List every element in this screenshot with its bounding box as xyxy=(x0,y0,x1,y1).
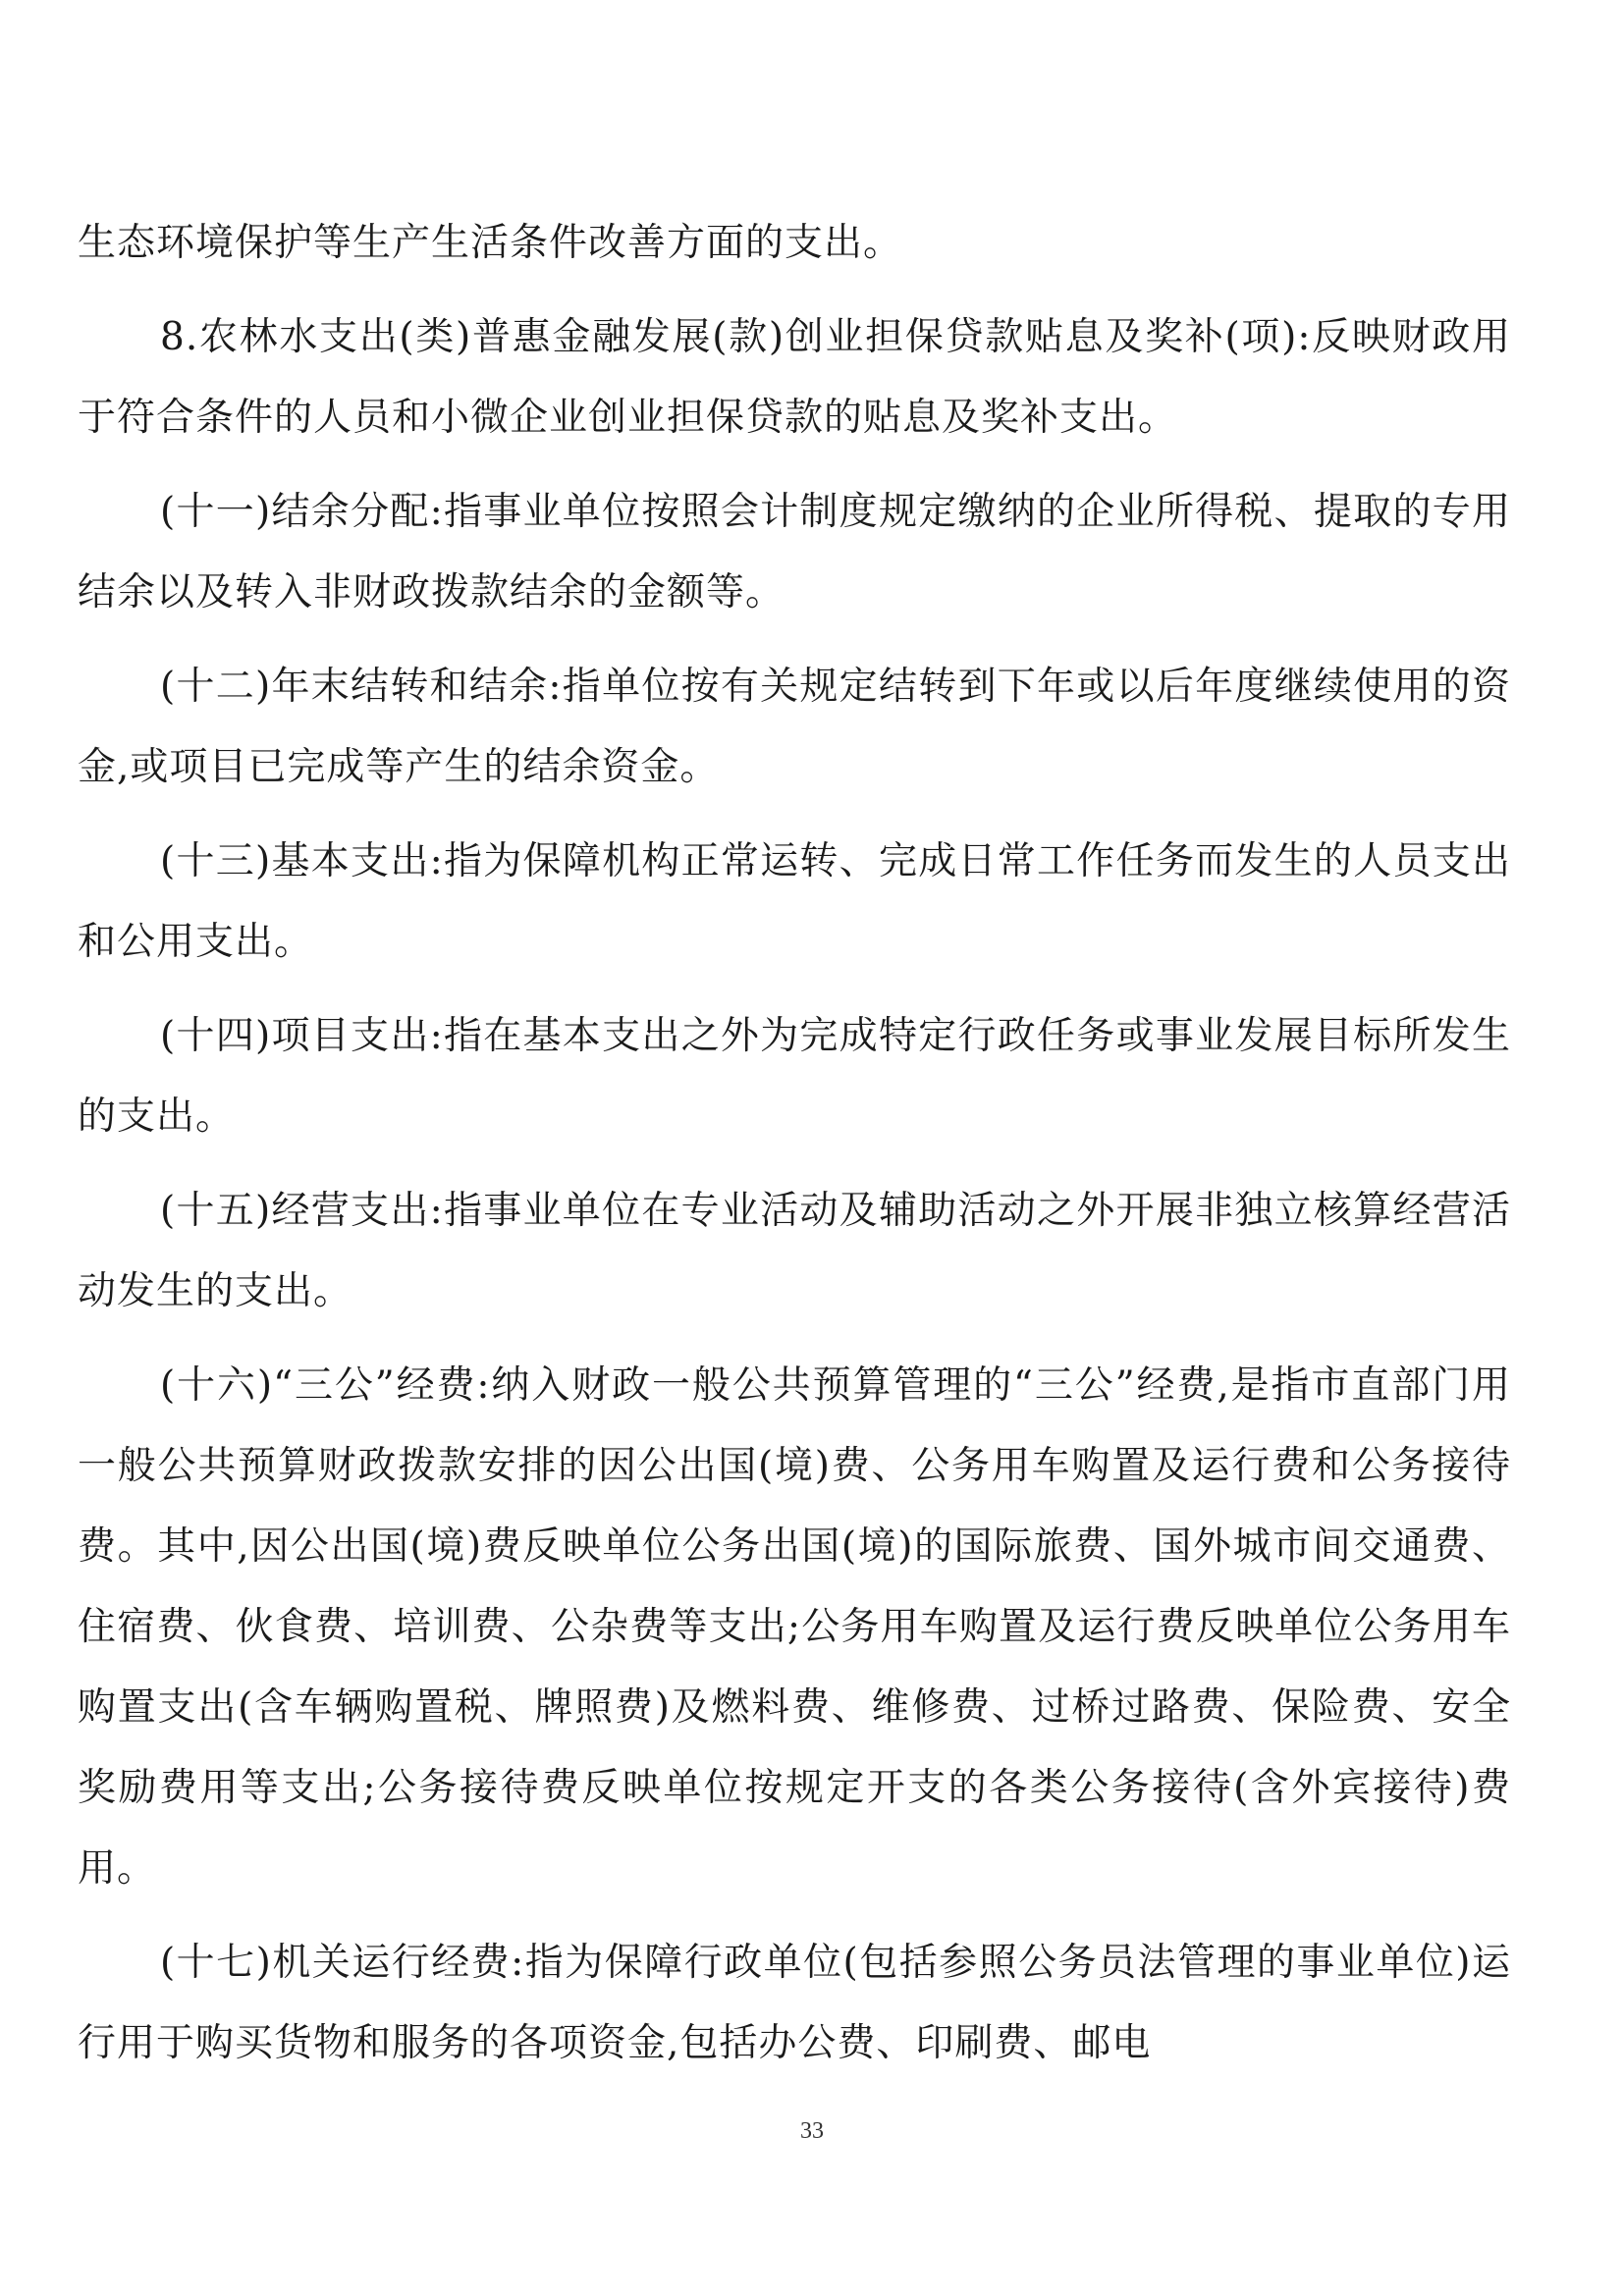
paragraph-section-14: (十四)项目支出:指在基本支出之外为完成特定行政任务或事业发展目标所发生的支出。 xyxy=(78,1014,1511,1139)
paragraph-continuation: 生态环境保护等生产生活条件改善方面的支出。 xyxy=(78,221,903,265)
document-body xyxy=(78,203,1511,2098)
paragraph-section-16: (十六)“三公”经费:纳入财政一般公共预算管理的“三公”经费,是指市直部门用一般公共预算财政拨款安排的因公出国(境)费、公务用车购置及运行费和公务接待费。其中,因公出国(境)费反映单位公务出国(境)的国际旅费、国外城市间交通费、住宿费、伙食费、培训费、公杂费等支出;公务用车购置及运行费反映单位公务用车购置支出(含车辆购置税、牌照费)及燃料费、维修费、过桥过路费、保险费、安全奖励费用等支出;公务接待费反映单位按规定开支的各类公务接待(含外宾接待)费用。 xyxy=(78,1363,1511,1891)
paragraph-section-13: (十三)基本支出:指为保障机构正常运转、完成日常工作任务而发生的人员支出和公用支出。 xyxy=(78,839,1511,964)
paragraph-section-15: (十五)经营支出:指事业单位在专业活动及辅助活动之外开展非独立核算经营活动发生的支出。 xyxy=(78,1189,1511,1313)
paragraph-section-17: (十七)机关运行经费:指为保障行政单位(包括参照公务员法管理的事业单位)运行用于购买货物和服务的各项资金,包括办公费、印刷费、邮电 xyxy=(78,1941,1511,2065)
paragraph-section-12: (十二)年末结转和结余:指单位按有关规定结转到下年或以后年度继续使用的资金,或项目已完成等产生的结余资金。 xyxy=(78,665,1511,789)
page-number: 33 xyxy=(800,2118,824,2144)
paragraph-section-11: (十一)结余分配:指事业单位按照会计制度规定缴纳的企业所得税、提取的专用结余以及转入非财政拨款结余的金额等。 xyxy=(78,490,1511,614)
paragraph-item-8: 8.农林水支出(类)普惠金融发展(款)创业担保贷款贴息及奖补(项):反映财政用于符合条件的人员和小微企业创业担保贷款的贴息及奖补支出。 xyxy=(78,315,1511,440)
